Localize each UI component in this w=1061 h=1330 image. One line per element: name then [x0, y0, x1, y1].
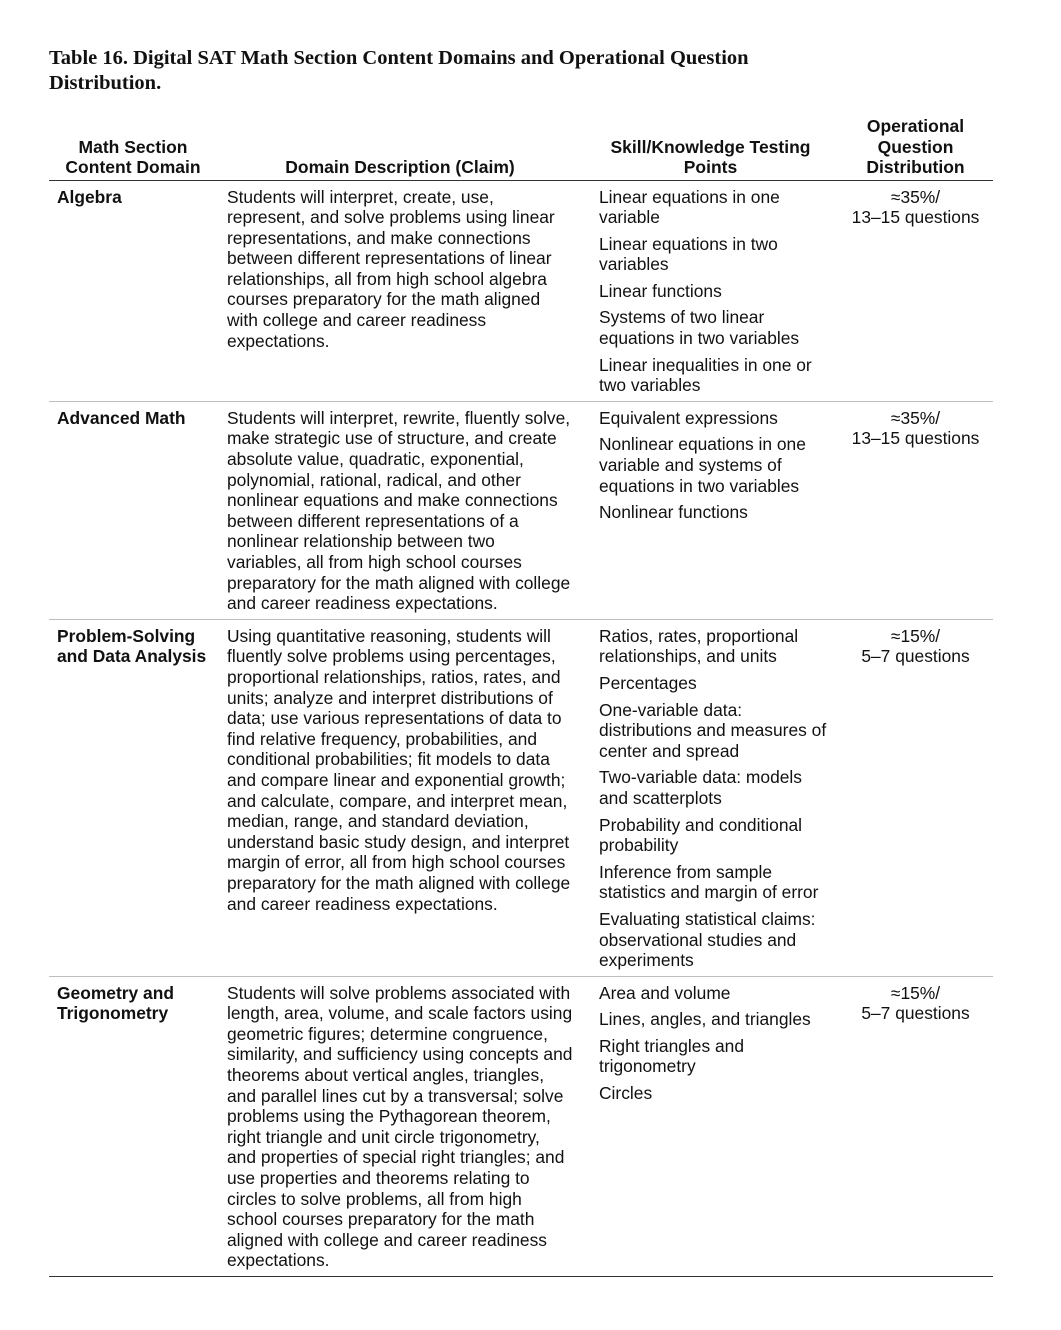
description-cell: Students will interpret, rewrite, fluently solve, make strategic use of structure, and create absolute value, quadratic, exponential, polynomial, rational, radical, and other nonlinear equations and make connections between different representations of a nonlinear relationship between two variables, all from high school courses preparatory for the math aligned with college and career readiness expectations.: [217, 401, 583, 619]
distribution-percent: ≈15%/: [890, 625, 941, 646]
distribution-percent: ≈35%/: [890, 407, 941, 428]
skill-item: Inference from sample statistics and margin of error: [599, 861, 819, 903]
skill-item: Nonlinear functions: [599, 502, 748, 523]
skill-item: Percentages: [599, 672, 697, 693]
skills-cell: [583, 401, 838, 619]
distribution-questions: 5–7 questions: [861, 1003, 970, 1024]
skill-item: Ratios, rates, proportional relationships, and units: [599, 625, 799, 667]
domain-cell: Problem-Solving and Data Analysis: [49, 619, 217, 976]
skill-item: One-variable data: distributions and measures of center and spread: [599, 699, 827, 761]
skill-item: Linear equations in two variables: [599, 233, 778, 275]
document-page: [49, 46, 993, 1277]
domain-cell: Advanced Math: [49, 401, 217, 619]
skill-item: Right triangles and trigonometry: [599, 1035, 745, 1077]
table-row: [49, 619, 993, 976]
content-domains-table: [49, 116, 993, 1277]
description-cell: Students will interpret, create, use, represent, and solve problems using linear representations, and make connections between different representations of linear relationships, all from high school algebra courses preparatory for the math aligned with college and career readiness expectations.: [217, 180, 583, 401]
distribution-cell: [838, 976, 993, 1276]
distribution-questions: 13–15 questions: [851, 207, 980, 228]
skills-cell: [583, 976, 838, 1276]
distribution-percent: ≈15%/: [890, 982, 941, 1003]
domain-cell: Algebra: [49, 180, 217, 401]
distribution-cell: [838, 401, 993, 619]
table-row: [49, 180, 993, 401]
header-domain: Math Section Content Domain: [49, 116, 217, 180]
distribution-cell: [838, 619, 993, 976]
skills-cell: [583, 180, 838, 401]
skill-item: Probability and conditional probability: [599, 814, 803, 856]
skill-item: Lines, angles, and triangles: [599, 1009, 811, 1030]
distribution-percent: ≈35%/: [890, 186, 941, 207]
table-row: [49, 401, 993, 619]
table-row: [49, 976, 993, 1276]
skill-item: Nonlinear equations in one variable and systems of equations in two variables: [599, 434, 806, 496]
skills-cell: [583, 619, 838, 976]
skill-item: Linear inequalities in one or two variables: [599, 354, 812, 396]
header-row: [49, 116, 993, 180]
skill-item: Systems of two linear equations in two variables: [599, 307, 800, 349]
distribution-questions: 13–15 questions: [851, 428, 980, 449]
skill-item: Equivalent expressions: [599, 407, 778, 428]
skill-item: Area and volume: [599, 982, 731, 1003]
skill-item: Linear equations in one variable: [599, 186, 780, 228]
skill-item: Linear functions: [599, 280, 722, 301]
domain-cell: Geometry and Trigonometry: [49, 976, 217, 1276]
skill-item: Two-variable data: models and scatterplots: [599, 767, 802, 808]
description-cell: Using quantitative reasoning, students will fluently solve problems using percentages, proportional relationships, ratios, rates, and units; analyze and interpret distributions of data; use various representations of data to find relative frequency, probabilities, and conditional probabilities; fit models to data and compare linear and exponential growth; and calculate, compare, and interpret mean, median, range, and standard deviation, understand basic study design, and interpret margin of error, all from high school courses preparatory for the math aligned with college and career readiness expectations.: [217, 619, 583, 976]
header-distribution: Operational Question Distribution: [838, 116, 993, 180]
header-description: Domain Description (Claim): [217, 116, 583, 180]
table-caption: Table 16. Digital SAT Math Section Content Domains and Operational Question Distribution.: [49, 47, 749, 94]
header-skills: Skill/Knowledge Testing Points: [583, 116, 838, 180]
skill-item: Evaluating statistical claims: observational studies and experiments: [599, 908, 816, 971]
distribution-questions: 5–7 questions: [861, 646, 970, 667]
distribution-cell: [838, 180, 993, 401]
description-cell: Students will solve problems associated with length, area, volume, and scale factors using geometric figures; determine congruence, similarity, and sufficiency using concepts and theorems about vertical angles, triangles, and parallel lines cut by a transversal; solve problems using the Pythagorean theorem, right triangle and unit circle trigonometry, and properties of special right triangles; and use properties and theorems relating to circles to solve problems, all from high school courses preparatory for the math aligned with college and career readiness expectations.: [217, 976, 583, 1276]
skill-item: Circles: [599, 1083, 653, 1104]
